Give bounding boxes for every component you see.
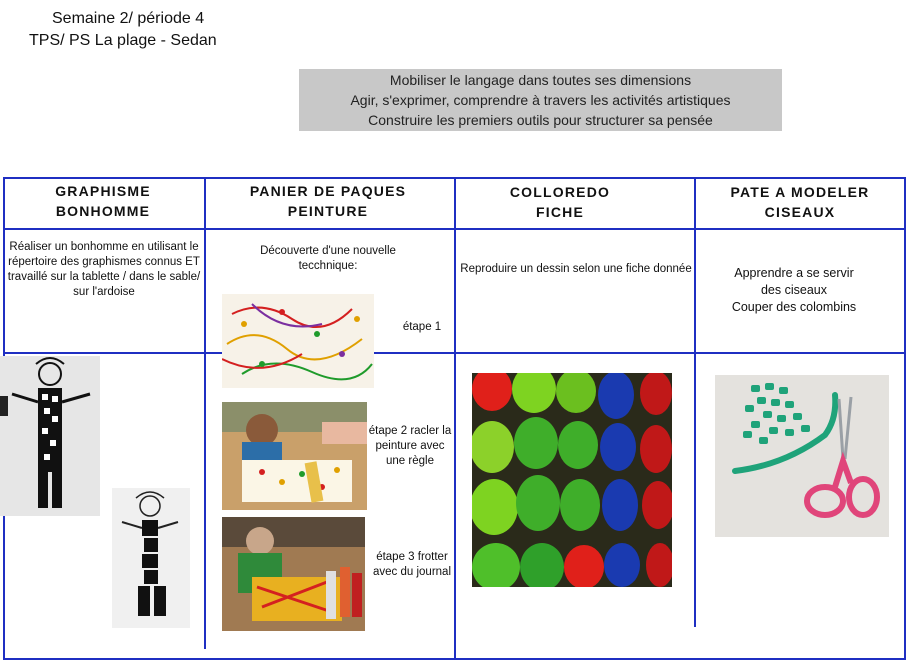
grid-line-col1 [204,177,206,649]
grid-line-col2 [454,177,456,660]
column-title-graphisme: GRAPHISME BONHOMME [55,183,151,219]
step-2-label: étape 2 racler la peinture avec une règle [368,425,452,467]
grid-line-col3 [694,177,696,627]
description-panier: Découverte d'une nouvelle tecchnique: [260,245,396,272]
painting-step2-photo [222,402,367,510]
objective-item: Construire les premiers outils pour structurer sa pensée [368,112,713,128]
column-title-pate: PATE A MODELER CISEAUX [730,184,870,220]
bonhomme-photo-large [0,356,100,516]
pate-a-modeler-photo [715,375,889,537]
column-title-panier: PANIER DE PAQUES PEINTURE [249,183,407,219]
week-period-label: Semaine 2/ période 4 [52,10,205,27]
column-title-colloredo: COLLOREDO FICHE [509,184,611,220]
bonhomme-photo-small [112,488,190,628]
description-pate: Apprendre a se servir des ciseaux Couper des colombins [731,266,857,314]
class-location-label: TPS/ PS La plage - Sedan [29,32,217,49]
painting-step1-photo [222,294,374,388]
description-colloredo: Reproduire un dessin selon une fiche donnée [460,263,692,275]
objectives-box [299,69,782,131]
step-1-label: étape 1 [392,320,452,335]
painting-step3-photo [222,517,365,631]
colloredo-photo [472,373,672,587]
description-graphisme: Réaliser un bonhomme en utilisant le répertoire des graphismes connus ET travaillé sur la tablette / dans le sable/ sur l'ardoise [7,241,201,298]
step-3-label: étape 3 frotter avec du journal [370,550,454,580]
objective-item: Mobiliser le langage dans toutes ses dimensions [389,72,692,88]
objective-item: Agir, s'exprimer, comprendre à travers les activités artistiques [350,92,731,108]
